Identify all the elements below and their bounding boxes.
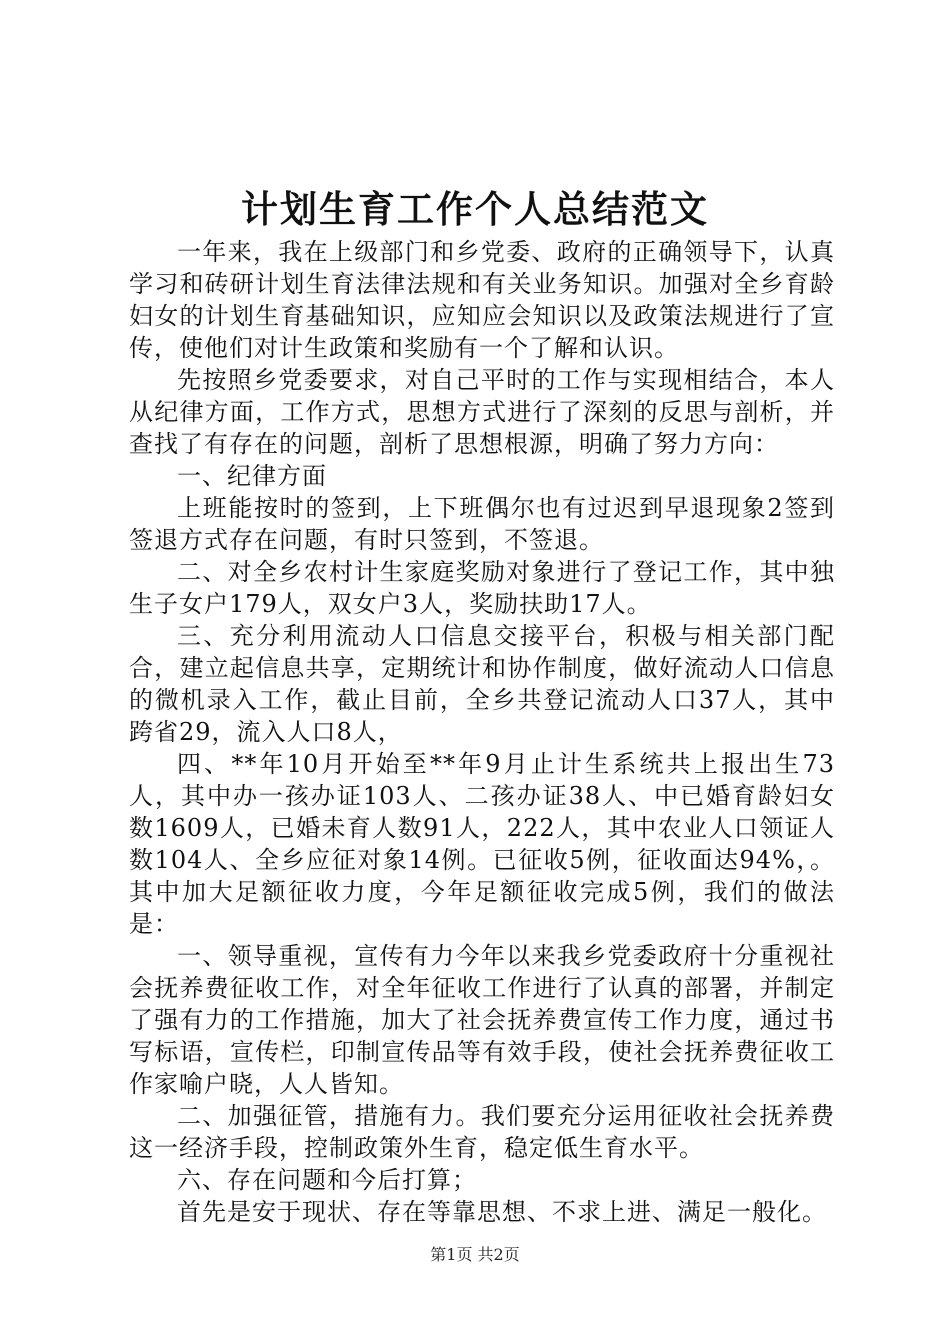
section-heading-discipline: 一、纪律方面 [177, 462, 327, 490]
paragraph-rewards: 二、对全乡农村计生家庭奖励对象进行了登记工作，其中独生子女户179人，双女户3人，奖励扶助17人。 [129, 558, 835, 618]
section-heading-problems: 六、存在问题和今后打算； [177, 1166, 477, 1194]
document-title: 计划生育工作个人总结范文 [241, 187, 709, 231]
paragraph-intro: 一年来，我在上级部门和乡党委、政府的正确领导下，认真学习和砖研计划生育法律法规和有关业务知识。加强对全乡育龄妇女的计划生育基础知识，应知应会知识以及政策法规进行了宣传，使他们对计生政策和奖励有一个了解和认识。 [129, 238, 835, 362]
paragraph-attendance: 上班能按时的签到，上下班偶尔也有过迟到早退现象2签到签退方式存在问题，有时只签到，不签退。 [129, 494, 835, 554]
paragraph-statistics: 四、**年10月开始至**年9月止计生系统共上报出生73人，其中办一孩办证103人、二孩办证38人、中已婚育龄妇女数1609人，已婚未育人数91人，222人，其中农业人口领证人数104人、全乡应征对象14例。已征收5例，征收面达94%，。其中加大足额征收力度，今年足额征收完成5例，我们的做法是： [129, 750, 835, 938]
paragraph-management: 二、加强征管，措施有力。我们要充分运用征收社会抚养费这一经济手段，控制政策外生育，稳定低生育水平。 [129, 1102, 835, 1162]
paragraph-leadership: 一、领导重视，宣传有力今年以来我乡党委政府十分重视社会抚养费征收工作，对全年征收工作进行了认真的部署，并制定了强有力的工作措施，加大了社会抚养费宣传工作力度，通过书写标语，宣传栏，印制宣传品等有效手段，使社会抚养费征收工作家喻户晓，人人皆知。 [129, 942, 835, 1098]
page-footer: 第1页 共2页 [430, 1245, 520, 1264]
paragraph-migrant-population: 三、充分利用流动人口信息交接平台，积极与相关部门配合，建立起信息共享，定期统计和协作制度，做好流动人口信息的微机录入工作，截止目前，全乡共登记流动人口37人，其中跨省29，流入人口8人， [129, 622, 835, 746]
document-body [129, 236, 835, 1228]
paragraph-first-problem: 首先是安于现状、存在等靠思想、不求上进、满足一般化。 [177, 1198, 827, 1226]
paragraph-reflection: 先按照乡党委要求，对自己平时的工作与实现相结合，本人从纪律方面，工作方式，思想方式进行了深刻的反思与剖析，并查找了有存在的问题，剖析了思想根源，明确了努力方向： [129, 366, 835, 458]
